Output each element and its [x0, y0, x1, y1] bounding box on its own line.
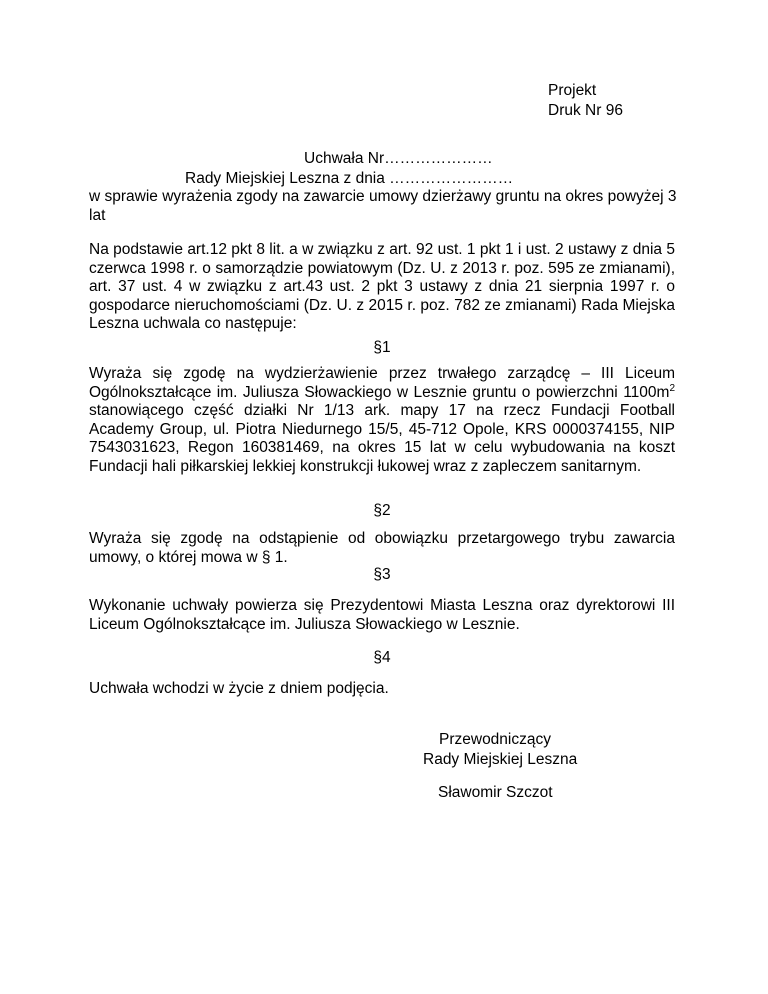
- section-2-text: Wyraża się zgodę na odstąpienie od obowiązku przetargowego trybu zawarcia umowy, o której mowa w § 1.: [89, 530, 675, 566]
- section-3-text: Wykonanie uchwały powierza się Prezydentowi Miasta Leszna oraz dyrektorowi III Liceum Ogólnokształcące im. Juliusza Słowackiego w Lesznie.: [89, 597, 675, 633]
- preamble: Na podstawie art.12 pkt 8 lit. a w związku z art. 92 ust. 1 pkt 1 i ust. 2 ustawy z dnia 5 czerwca 1998 r. o samorządzie powiatowym (Dz. U. z 2013 r. poz. 595 ze zmianami), art. 37 ust. 4 w związku z art.43 ust. 2 pkt 3 ustawy z dnia 21 sierpnia 1997 r. o gospodarce nieruchomościami (Dz. U. z 2015 r. poz. 782 ze zmianami) Rada Miejska Leszna uchwala co następuje:: [89, 241, 675, 332]
- section-1-text-part2: stanowiącego część działki Nr 1/13 ark. mapy 17 na rzecz Fundacji Football Academy Group, ul. Piotra Niedurnego 15/5, 45-712 Opole, KRS 0000374155, NIP 7543031623, Regon 160381469, na okres 15 lat w celu wybudowania na koszt Fundacji hali piłkarskiej lekkiej konstrukcji łukowej wraz z zapleczem sanitarnym.: [89, 402, 675, 475]
- section-1-text: [89, 365, 675, 476]
- resolution-number: Uchwała Nr…………………: [304, 150, 493, 167]
- resolution-subject: w sprawie wyrażenia zgody na zawarcie umowy dzierżawy gruntu na okres powyżej 3 lat: [89, 188, 677, 224]
- section-4-heading: §4: [373, 649, 391, 666]
- council-date-line: Rady Miejskiej Leszna z dnia ……………………: [185, 170, 514, 187]
- signature-name: Sławomir Szczot: [438, 784, 553, 801]
- section-3-heading: §3: [373, 566, 391, 583]
- project-label: Projekt: [548, 82, 597, 99]
- signature-role: Przewodniczący: [439, 731, 551, 748]
- section-1-heading: §1: [373, 339, 391, 356]
- section-2-heading: §2: [373, 502, 391, 519]
- signature-body: Rady Miejskiej Leszna: [423, 751, 578, 768]
- section-4-text: Uchwała wchodzi w życie z dniem podjęcia.: [89, 680, 389, 697]
- superscript-squared: 2: [669, 382, 675, 394]
- section-1-text-part1: Wyraża się zgodę na wydzierżawienie przez trwałego zarządcę – III Liceum Ogólnokształcące im. Juliusza Słowackiego w Lesznie gruntu o powierzchni 1100m: [89, 365, 675, 401]
- print-number: Druk Nr 96: [548, 102, 623, 119]
